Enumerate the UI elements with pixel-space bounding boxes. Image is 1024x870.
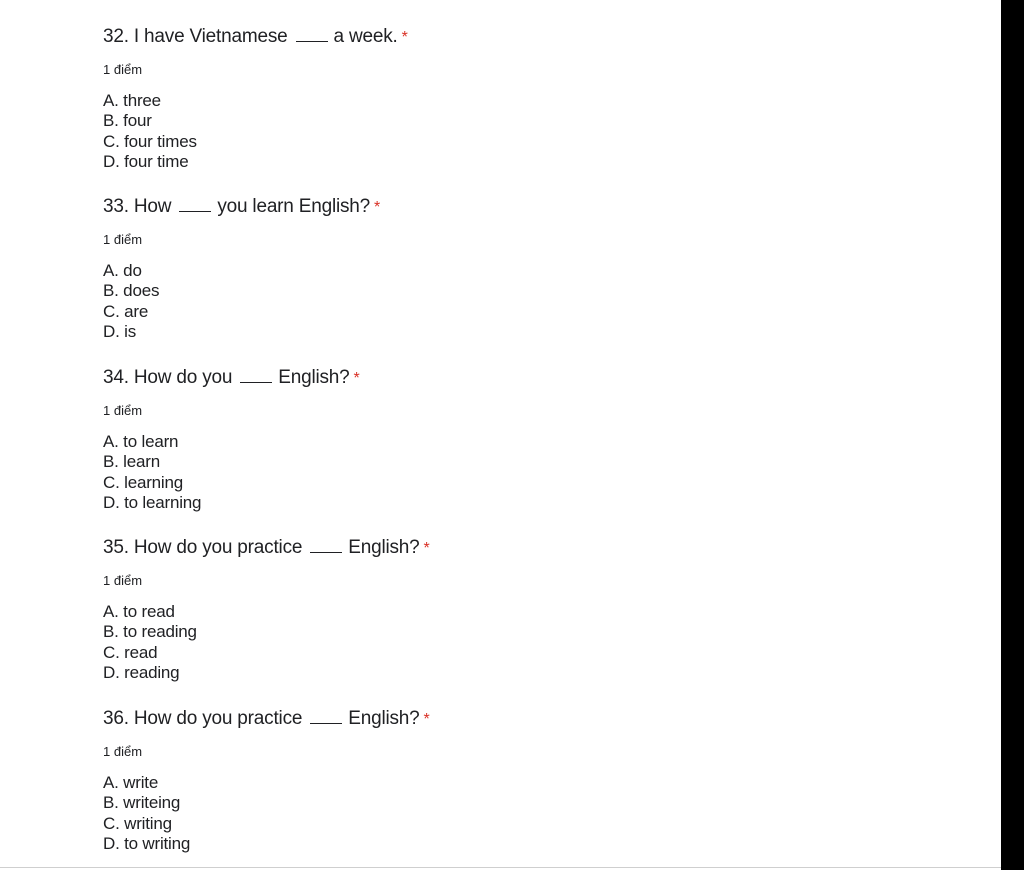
option-a: A. write bbox=[103, 773, 159, 792]
option-d: D. to writing bbox=[103, 833, 191, 853]
question-32 bbox=[103, 26, 803, 172]
option-d: D. to learning bbox=[103, 492, 202, 512]
option-d: D. reading bbox=[103, 662, 180, 682]
required-asterisk: * bbox=[423, 540, 430, 557]
option-b: B. writeing bbox=[103, 793, 181, 813]
question-text-after: English? bbox=[348, 708, 420, 729]
blank-line bbox=[296, 26, 328, 42]
points-label: 1 điểm bbox=[103, 232, 143, 247]
option-b: B. learn bbox=[103, 452, 160, 472]
question-title bbox=[103, 367, 803, 390]
points-label: 1 điểm bbox=[103, 62, 143, 77]
question-text-before: 36. How do you practice bbox=[103, 708, 303, 729]
option-c: C. read bbox=[103, 642, 158, 662]
question-text-before: 34. How do you bbox=[103, 367, 233, 388]
points-label: 1 điểm bbox=[103, 573, 143, 588]
points-label: 1 điểm bbox=[103, 744, 143, 759]
option-b: B. to reading bbox=[103, 622, 197, 642]
options-list bbox=[103, 602, 803, 683]
option-b: B. four bbox=[103, 111, 152, 131]
question-title bbox=[103, 196, 803, 219]
question-34 bbox=[103, 367, 803, 513]
option-a: A. to read bbox=[103, 602, 175, 621]
blank-line bbox=[310, 708, 342, 724]
options-list bbox=[103, 91, 803, 172]
option-a: A. three bbox=[103, 91, 161, 110]
option-c: C. four times bbox=[103, 131, 197, 151]
question-35 bbox=[103, 537, 803, 683]
points-label: 1 điểm bbox=[103, 403, 143, 418]
options-list bbox=[103, 773, 803, 854]
option-a: A. to learn bbox=[103, 432, 179, 451]
required-asterisk: * bbox=[423, 711, 430, 728]
question-33 bbox=[103, 196, 803, 342]
question-36 bbox=[103, 708, 803, 854]
required-asterisk: * bbox=[353, 370, 360, 387]
option-a: A. do bbox=[103, 261, 142, 280]
options-list bbox=[103, 432, 803, 513]
option-c: C. are bbox=[103, 301, 149, 321]
page-bottom-divider bbox=[0, 867, 1001, 868]
question-text-after: English? bbox=[348, 537, 420, 558]
option-b: B. does bbox=[103, 281, 160, 301]
required-asterisk: * bbox=[374, 199, 381, 216]
window-edge-bar bbox=[1001, 0, 1024, 870]
question-text-after: English? bbox=[278, 367, 350, 388]
question-text-before: 33. How bbox=[103, 196, 172, 217]
options-list bbox=[103, 261, 803, 342]
question-title bbox=[103, 537, 803, 560]
blank-line bbox=[179, 196, 211, 212]
option-c: C. writing bbox=[103, 813, 172, 833]
question-title bbox=[103, 708, 803, 731]
option-d: D. four time bbox=[103, 151, 189, 171]
question-title bbox=[103, 26, 803, 49]
question-text-before: 32. I have Vietnamese bbox=[103, 26, 288, 47]
option-d: D. is bbox=[103, 321, 137, 341]
blank-line bbox=[310, 537, 342, 553]
option-c: C. learning bbox=[103, 472, 184, 492]
question-text-after: you learn English? bbox=[217, 196, 371, 217]
required-asterisk: * bbox=[401, 29, 408, 46]
question-text-after: a week. bbox=[333, 26, 398, 47]
blank-line bbox=[240, 367, 272, 383]
question-text-before: 35. How do you practice bbox=[103, 537, 303, 558]
